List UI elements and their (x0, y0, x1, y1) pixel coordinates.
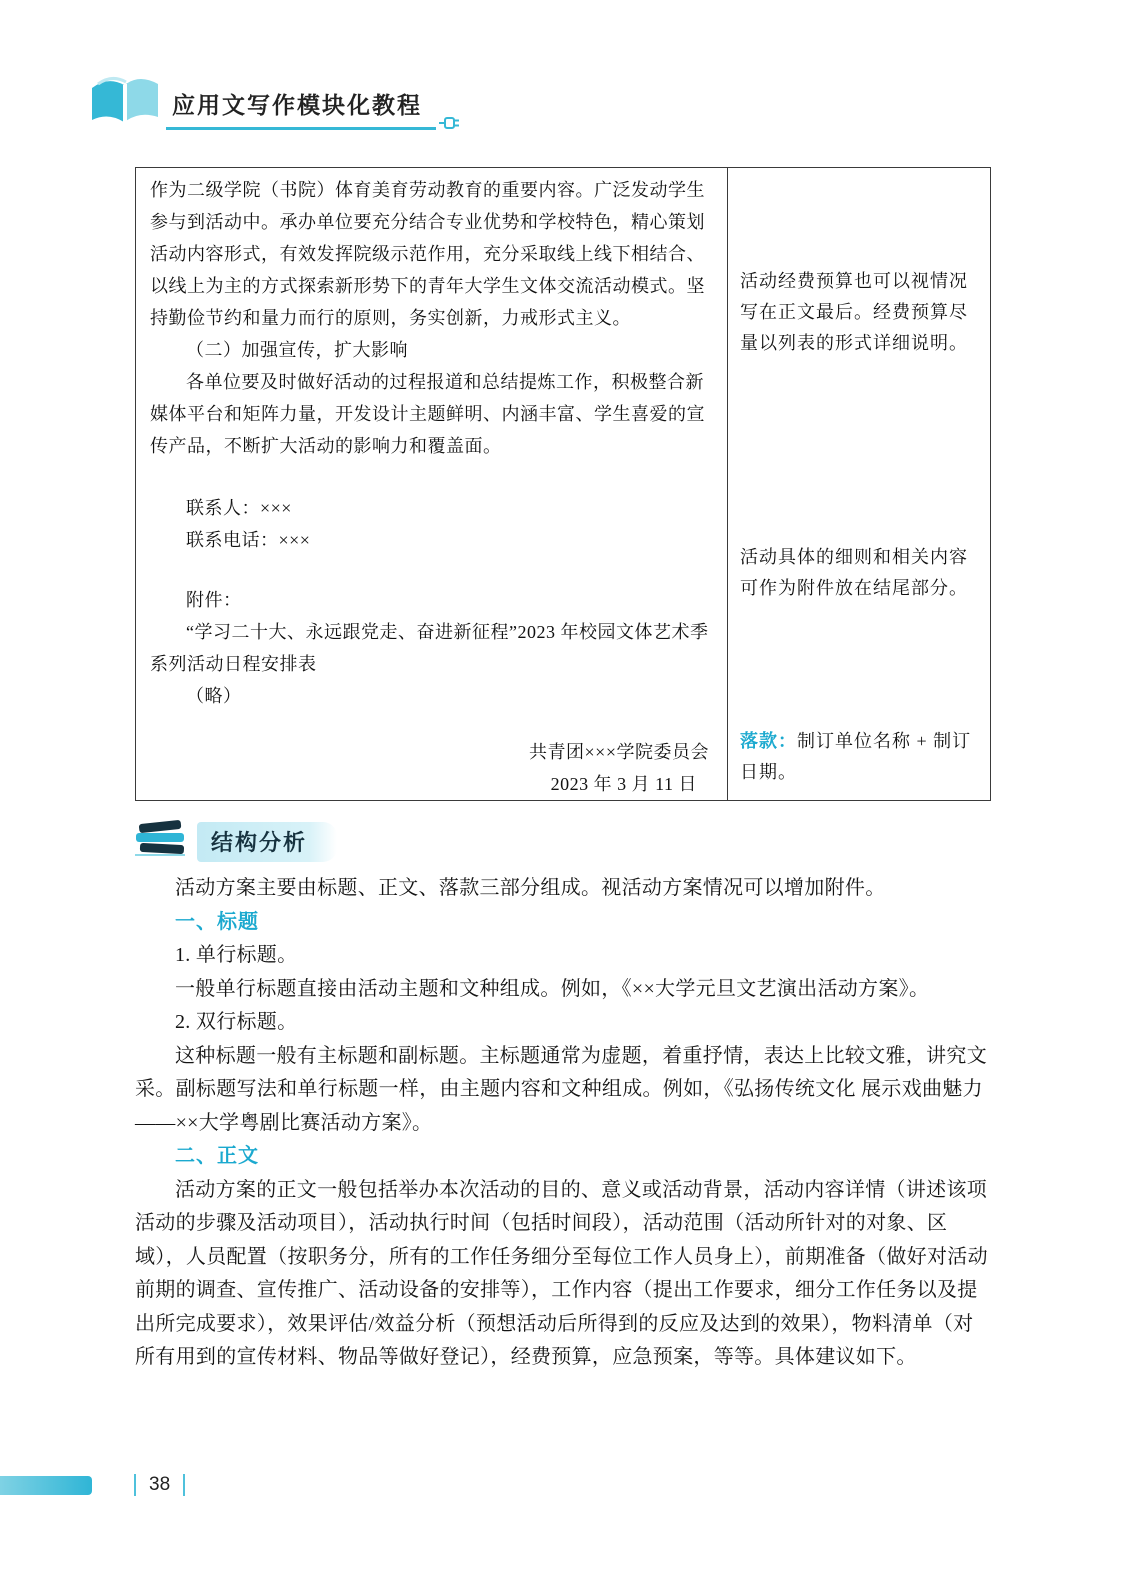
document-attachment-omitted: （略） (186, 686, 242, 706)
analysis-section-header (131, 820, 337, 863)
books-stack-icon (131, 820, 189, 863)
page-number (134, 1474, 185, 1496)
page-number-value: 38 (149, 1474, 171, 1495)
analysis-section-title: 结构分析 (197, 822, 337, 862)
document-paragraph-publicity: 各单位要及时做好活动的过程报道和总结提炼工作，积极整合新媒体平台和矩阵力量，开发设计主题鲜明、内涵丰富、学生喜爱的宣传产品，不断扩大活动的影响力和覆盖面。 (150, 372, 705, 456)
example-document-content (136, 168, 727, 800)
document-subheading-publicity: （二）加强宣传，扩大影响 (186, 340, 408, 360)
annotation-column (727, 168, 990, 800)
document-signature: 共青团×××学院委员会 (529, 742, 709, 762)
open-book-logo-icon (88, 74, 162, 130)
title-block (166, 87, 436, 130)
analysis-intro: 活动方案主要由标题、正文、落款三部分组成。视活动方案情况可以增加附件。 (175, 877, 886, 899)
annotation-budget: 活动经费预算也可以视情况写在正文最后。经费预算尽量以列表的形式详细说明。 (740, 271, 968, 353)
document-paragraph-education: 作为二级学院（书院）体育美育劳动教育的重要内容。广泛发动学生参与到活动中。承办单位要充分结合专业优势和学校特色，精心策划活动内容形式，有效发挥院级示范作用，充分采取线上线下相结合、以线上为主的方式探索新形势下的青年大学生文体交流活动模式。坚持勤俭节约和量力而行的原则，务实创新，力戒形式主义。 (150, 180, 705, 328)
document-attachment-label: 附件： (186, 590, 242, 610)
book-title: 应用文写作模块化教程 (172, 92, 422, 118)
item-single-line-title: 1. 单行标题。 (175, 944, 298, 966)
annotation-signoff-label: 落款： (740, 731, 797, 751)
annotation-attachment: 活动具体的细则和相关内容可作为附件放在结尾部分。 (740, 547, 968, 598)
page-footer (0, 1474, 185, 1496)
document-date: 2023 年 3 月 11 日 (550, 774, 697, 794)
plug-icon (438, 114, 460, 137)
page-header (88, 74, 436, 130)
para-body-section: 活动方案的正文一般包括举办本次活动的目的、意义或活动背景，活动内容详情（讲述该项活动的步骤及活动项目），活动执行时间（包括时间段），活动范围（活动所针对的对象、区域），人员配置（按职务分，所有的工作任务细分至每位工作人员身上），前期准备（做好对活动前期的调查、宣传推广、活动设备的安排等），工作内容（提出工作要求，细分工作任务以及提出所完成要求），效果评估/效益分析（预想活动后所得到的反应及达到的效果），物料清单（对所有用到的宣传材料、物品等做好登记），经费预算，应急预案，等等。具体建议如下。 (135, 1178, 988, 1368)
para-single-line-title: 一般单行标题直接由活动主题和文种组成。例如，《××大学元旦文艺演出活动方案》。 (175, 977, 930, 1000)
example-document-table (135, 167, 991, 801)
item-double-line-title: 2. 双行标题。 (175, 1011, 298, 1033)
annotation-signoff (740, 726, 982, 788)
analysis-body (135, 872, 993, 1375)
page-number-right-rule (183, 1474, 185, 1496)
heading-body-section: 二、正文 (175, 1145, 259, 1167)
document-attachment-title: “学习二十大、永远跟党走、奋进新征程”2023 年校园文体艺术季系列活动日程安排表 (150, 622, 709, 674)
document-contact-person: 联系人：××× (186, 498, 292, 518)
footer-accent-bar (0, 1476, 92, 1495)
heading-title-section: 一、标题 (175, 910, 259, 933)
annotation-signoff-text: 制订单位名称 + 制订日期。 (740, 731, 972, 782)
document-contact-phone: 联系电话：××× (186, 530, 311, 550)
para-double-line-title: 这种标题一般有主标题和副标题。主标题通常为虚题，着重抒情，表达上比较文雅，讲究文采。副标题写法和单行标题一样，由主题内容和文种组成。例如，《弘扬传统文化 展示戏曲魅力——××大学粤剧比赛活动方案》。 (135, 1044, 987, 1134)
